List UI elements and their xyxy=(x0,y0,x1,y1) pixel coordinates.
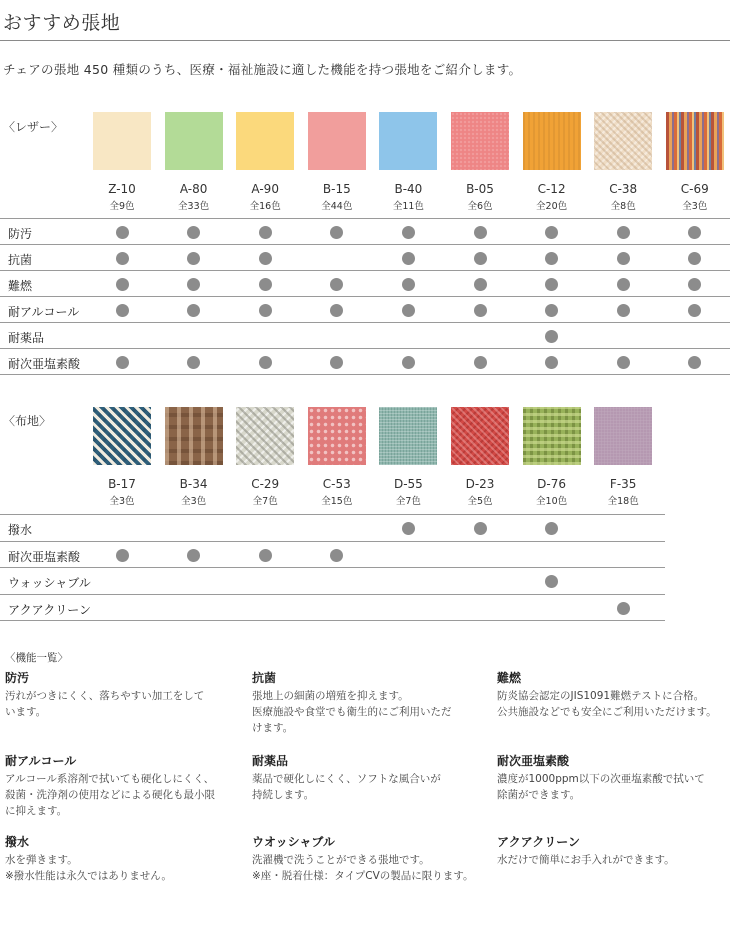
fabric-feature-dot xyxy=(330,549,343,562)
leather-feature-dot xyxy=(474,226,487,239)
page-title: おすすめ張地 xyxy=(3,12,121,34)
fabric-code-d-55: D-55 xyxy=(393,477,423,491)
leather-feature-dot xyxy=(545,330,558,343)
leather-code-b-05: B-05 xyxy=(466,182,494,196)
fabric-feature-dot xyxy=(187,549,200,562)
fabric-swatch-c-29 xyxy=(236,407,294,465)
fabric-swatch-b-17 xyxy=(93,407,151,465)
function-item xyxy=(5,833,237,884)
leather-color-count-b-15: 全44色 xyxy=(321,201,353,212)
leather-row-label: 抗菌 xyxy=(8,253,33,267)
leather-swatch-b-40 xyxy=(379,112,437,170)
function-name: 耐次亜塩素酸 xyxy=(497,754,570,768)
function-description-line: 濃度が1000ppm以下の次亜塩素酸で拭いて xyxy=(497,773,705,785)
fabric-color-count-c-29: 全7色 xyxy=(252,496,278,507)
fabric-swatch-d-76 xyxy=(523,407,581,465)
leather-feature-dot xyxy=(688,252,701,265)
function-description-line: アルコール系溶剤で拭いても硬化しにくく、 xyxy=(5,773,215,785)
leather-feature-dot xyxy=(617,304,630,317)
leather-row-rule xyxy=(0,374,730,375)
fabric-color-count-d-55: 全7色 xyxy=(395,496,421,507)
leather-feature-dot xyxy=(330,304,343,317)
function-description xyxy=(497,852,729,868)
fabric-code-b-17: B-17 xyxy=(108,477,136,491)
function-item xyxy=(5,752,237,819)
leather-color-count-c-69: 全3色 xyxy=(682,201,708,212)
leather-swatch-c-12 xyxy=(523,112,581,170)
leather-row-label: 防汚 xyxy=(8,227,33,241)
fabric-color-count-b-17: 全3色 xyxy=(109,496,135,507)
leather-feature-dot xyxy=(187,226,200,239)
leather-feature-dot xyxy=(330,278,343,291)
leather-header-rule xyxy=(0,218,730,219)
leather-feature-dot xyxy=(187,252,200,265)
function-description xyxy=(497,771,729,803)
function-name: 難燃 xyxy=(497,671,522,685)
leather-feature-dot xyxy=(330,226,343,239)
leather-color-count-c-12: 全20色 xyxy=(536,201,568,212)
leather-feature-dot xyxy=(545,356,558,369)
leather-feature-dot xyxy=(688,304,701,317)
leather-row-rule xyxy=(0,270,730,271)
function-description-line: います。 xyxy=(5,706,47,718)
leather-swatch-a-90 xyxy=(236,112,294,170)
leather-feature-dot xyxy=(330,356,343,369)
leather-feature-dot xyxy=(402,278,415,291)
function-description xyxy=(252,771,484,803)
leather-feature-dot xyxy=(617,252,630,265)
function-description-line: ※座・脱着仕様：タイプCVの製品に限ります。 xyxy=(252,870,474,882)
leather-feature-dot xyxy=(259,278,272,291)
function-description xyxy=(5,852,237,884)
fabric-code-f-35: F-35 xyxy=(609,477,637,491)
leather-feature-dot xyxy=(617,278,630,291)
function-name: 耐アルコール xyxy=(5,754,77,768)
leather-feature-dot xyxy=(545,226,558,239)
function-description-line: 除菌ができます。 xyxy=(497,789,581,801)
leather-feature-dot xyxy=(116,226,129,239)
leather-code-c-12: C-12 xyxy=(537,182,566,196)
leather-feature-dot xyxy=(259,356,272,369)
function-description xyxy=(5,771,237,819)
leather-swatch-b-05 xyxy=(451,112,509,170)
function-name: アクアクリーン xyxy=(497,835,581,849)
leather-color-count-a-90: 全16色 xyxy=(249,201,281,212)
leather-color-count-a-80: 全33色 xyxy=(178,201,210,212)
leather-feature-dot xyxy=(688,226,701,239)
leather-color-count-b-05: 全6色 xyxy=(467,201,493,212)
fabric-code-b-34: B-34 xyxy=(179,477,208,491)
leather-section-label: 〈レザー〉 xyxy=(3,120,64,134)
fabric-color-count-d-76: 全10色 xyxy=(536,496,568,507)
function-description-line: 水を弾きます。 xyxy=(5,854,78,866)
leather-feature-dot xyxy=(474,356,487,369)
fabric-row-label: 撥水 xyxy=(8,523,33,537)
leather-color-count-b-40: 全11色 xyxy=(392,201,424,212)
leather-feature-dot xyxy=(545,252,558,265)
leather-feature-dot xyxy=(688,278,701,291)
function-item xyxy=(5,669,237,720)
function-description-line: 汚れがつきにくく、落ちやすい加工をして xyxy=(5,690,205,702)
fabric-swatch-b-34 xyxy=(165,407,223,465)
fabric-feature-dot xyxy=(474,522,487,535)
function-item xyxy=(252,669,484,736)
function-description-line: に抑えます。 xyxy=(5,805,68,817)
leather-feature-dot xyxy=(187,356,200,369)
function-item xyxy=(252,752,484,803)
fabric-row-label: ウォッシャブル xyxy=(8,576,91,590)
leather-code-b-15: B-15 xyxy=(322,182,351,196)
function-name: 耐薬品 xyxy=(252,754,289,768)
leather-feature-dot xyxy=(259,252,272,265)
function-item xyxy=(497,752,729,803)
leather-row-rule xyxy=(0,244,730,245)
fabric-feature-dot xyxy=(402,522,415,535)
function-item xyxy=(497,833,729,868)
leather-code-a-90: A-90 xyxy=(251,182,279,196)
leather-feature-dot xyxy=(116,252,129,265)
leather-row-label: 難燃 xyxy=(8,279,33,293)
function-description xyxy=(5,688,237,720)
fabric-header-rule xyxy=(0,514,665,515)
leather-code-a-80: A-80 xyxy=(179,182,208,196)
function-name: 撥水 xyxy=(5,835,30,849)
leather-row-rule xyxy=(0,322,730,323)
function-description-line: 公共施設などでも安全にご利用いただけます。 xyxy=(497,706,717,718)
leather-feature-dot xyxy=(116,278,129,291)
leather-feature-dot xyxy=(116,304,129,317)
function-description xyxy=(252,852,484,884)
leather-color-count-z-10: 全9色 xyxy=(109,201,135,212)
fabric-code-c-53: C-53 xyxy=(322,477,351,491)
leather-feature-dot xyxy=(617,356,630,369)
fabric-feature-dot xyxy=(545,575,558,588)
leather-swatch-c-69 xyxy=(666,112,724,170)
fabric-code-c-29: C-29 xyxy=(251,477,280,491)
fabric-code-d-76: D-76 xyxy=(537,477,567,491)
leather-row-rule xyxy=(0,348,730,349)
function-description-line: 洗濯機で洗うことができる張地です。 xyxy=(252,854,430,866)
leather-feature-dot xyxy=(402,304,415,317)
function-description-line: けます。 xyxy=(252,722,294,734)
leather-feature-dot xyxy=(545,304,558,317)
function-description-line: ※撥水性能は永久ではありません。 xyxy=(5,870,172,882)
leather-feature-dot xyxy=(474,252,487,265)
leather-feature-dot xyxy=(187,278,200,291)
fabric-swatch-d-23 xyxy=(451,407,509,465)
leather-feature-dot xyxy=(617,226,630,239)
leather-row-rule xyxy=(0,296,730,297)
function-description-line: 水だけで簡単にお手入れができます。 xyxy=(497,854,675,866)
fabric-row-label: アクアクリーン xyxy=(8,602,92,617)
fabric-swatch-d-55 xyxy=(379,407,437,465)
fabric-color-count-f-35: 全18色 xyxy=(607,496,639,507)
leather-code-c-38: C-38 xyxy=(609,182,638,196)
leather-feature-dot xyxy=(259,226,272,239)
leather-feature-dot xyxy=(474,304,487,317)
function-description-line: 防炎協会認定のJIS1091難燃テストに合格。 xyxy=(497,690,705,702)
fabric-swatch-c-53 xyxy=(308,407,366,465)
leather-swatch-a-80 xyxy=(165,112,223,170)
fabric-feature-dot xyxy=(545,522,558,535)
function-item xyxy=(497,669,729,720)
fabric-row-rule xyxy=(0,567,665,568)
fabric-feature-dot xyxy=(259,549,272,562)
fabric-section-label: 〈布地〉 xyxy=(3,414,52,428)
fabric-color-count-b-34: 全3色 xyxy=(181,496,207,507)
leather-code-c-69: C-69 xyxy=(680,182,709,196)
function-description-line: 殺菌・洗浄剤の使用などによる硬化も最小限 xyxy=(5,789,215,801)
intro-text: チェアの張地 450 種類のうち、医療・福祉施設に適した機能を持つ張地をご紹介します。 xyxy=(3,62,522,77)
leather-feature-dot xyxy=(545,278,558,291)
function-name: 抗菌 xyxy=(252,671,277,685)
leather-row-label: 耐次亜塩素酸 xyxy=(8,357,81,371)
function-item xyxy=(252,833,484,884)
leather-row-label: 耐薬品 xyxy=(8,331,45,345)
leather-code-b-40: B-40 xyxy=(394,182,423,196)
leather-feature-dot xyxy=(402,356,415,369)
fabric-row-rule xyxy=(0,620,665,621)
leather-row-label: 耐アルコール xyxy=(8,305,80,319)
fabric-swatch-f-35 xyxy=(594,407,652,465)
leather-feature-dot xyxy=(688,356,701,369)
function-name: 防汚 xyxy=(5,671,30,685)
fabric-row-label: 耐次亜塩素酸 xyxy=(8,549,81,564)
function-name: ウオッシャブル xyxy=(252,835,335,849)
leather-feature-dot xyxy=(402,252,415,265)
fabric-code-d-23: D-23 xyxy=(465,477,495,491)
fabric-color-count-d-23: 全5色 xyxy=(467,496,493,507)
function-description-line: 持続します。 xyxy=(252,789,315,801)
leather-feature-dot xyxy=(402,226,415,239)
function-description xyxy=(497,688,729,720)
leather-color-count-c-38: 全8色 xyxy=(610,201,636,212)
leather-feature-dot xyxy=(116,356,129,369)
fabric-row-rule xyxy=(0,541,665,542)
leather-feature-dot xyxy=(187,304,200,317)
function-description-line: 医療施設や食堂でも衛生的にご利用いただ xyxy=(252,706,452,718)
leather-swatch-c-38 xyxy=(594,112,652,170)
title-rule xyxy=(0,40,730,41)
leather-swatch-b-15 xyxy=(308,112,366,170)
function-description xyxy=(252,688,484,736)
fabric-row-rule xyxy=(0,594,665,595)
function-list-heading: 〈機能一覧〉 xyxy=(5,652,68,664)
leather-feature-dot xyxy=(474,278,487,291)
leather-code-z-10: Z-10 xyxy=(108,182,136,196)
fabric-feature-dot xyxy=(617,602,630,615)
leather-feature-dot xyxy=(259,304,272,317)
function-description-line: 張地上の細菌の増殖を抑えます。 xyxy=(252,690,409,702)
leather-swatch-z-10 xyxy=(93,112,151,170)
fabric-feature-dot xyxy=(116,549,129,562)
function-description-line: 薬品で硬化しにくく、ソフトな風合いが xyxy=(252,773,441,785)
fabric-color-count-c-53: 全15色 xyxy=(321,496,353,507)
